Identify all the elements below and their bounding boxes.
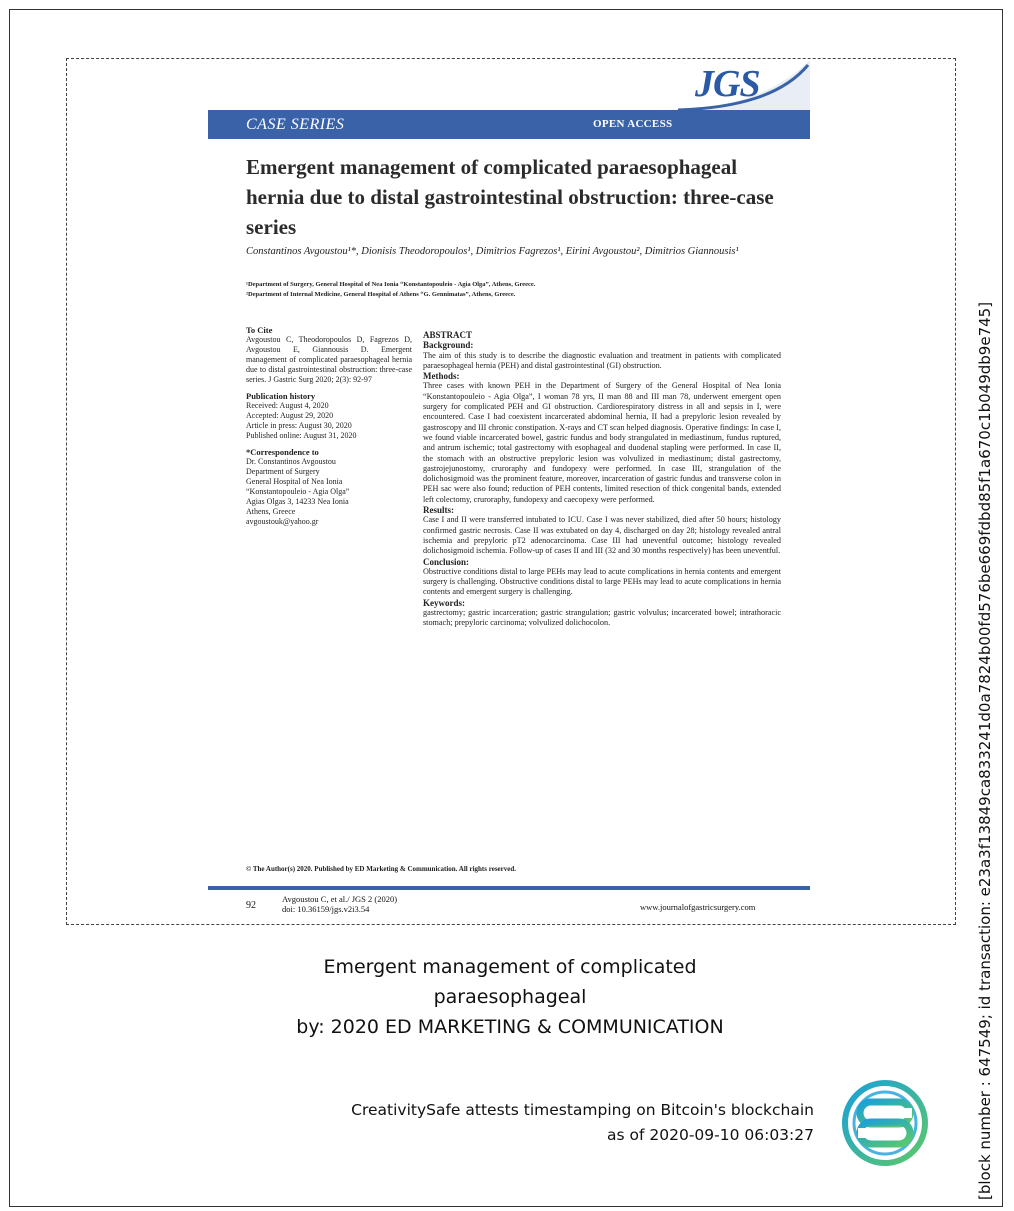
caption-author: by: 2020 ED MARKETING & COMMUNICATION [296,1016,724,1038]
copyright-notice: © The Author(s) 2020. Published by ED Marketing & Communication. All rights reserved. [246,865,517,873]
correspondence-line: Athens, Greece [246,507,296,516]
correspondence-heading: *Correspondence to [246,447,319,457]
history-published: Published online: August 31, 2020 [246,431,357,440]
attestation-datetime: as of 2020-09-10 06:03:27 [607,1126,814,1144]
conclusion-heading: Conclusion: [423,556,470,567]
results-text: Case I and II were transferred intubated to ICU. Case I was never stabilized, died after 50 hours; histology confirmed gastric necrosis. Case II was extubated on day 4, discharged on day 28; histology revealed antral ischemia and prepyloric pT2 adenocarcinoma. Case III had uneventful outcome; histology revealed dolichosigmoid ischemia. Follow-up of cases II and III (32 and 30 months respectively) has been uneventful. [423,515,781,556]
conclusion-text: Obstructive conditions distal to large PEHs may lead to acute complications in hernia contents and emergent surgery is challenging. Obstructive conditions distal to large PEHs may lead to acute complications in hernia contents and emergent surgery is challenging. [423,566,781,597]
affiliation-1: ¹Department of Surgery, General Hospital of Nea Ionia “Konstantopouleio - Agia Olga”, Athens, Greece. [246,281,536,288]
methods-heading: Methods: [423,371,460,382]
affiliations [246,280,786,300]
keywords-heading: Keywords: [423,597,465,608]
correspondence-email: avgoustouk@yahoo.gr [246,517,319,526]
section-header-bar [208,110,810,139]
abstract-heading: ABSTRACT [423,330,473,340]
journal-page [208,60,810,922]
results-heading: Results: [423,505,454,516]
correspondence-line: Agias Olgas 3, 14233 Nea Ionia [246,497,349,506]
attestation-text: CreativitySafe attests timestamping on Bitcoin's blockchain [351,1101,814,1119]
article-authors: Constantinos Avgoustou¹*, Dionisis Theodoropoulos¹, Dimitrios Fagrezos¹, Eirini Avgoustou², Dimitrios Giannousis¹ [246,246,739,257]
footer-bar [208,886,810,890]
article-title: Emergent management of complicated paraesophageal hernia due to distal gastrointestinal obstruction: three-case series [246,155,774,239]
journal-url: www.journalofgastricsurgery.com [640,902,756,912]
work-caption [210,952,810,1042]
article-sidebar [246,319,412,527]
caption-title-line-2: paraesophageal [433,986,587,1008]
footer-citation-line: Avgoustou C, et al./ JGS 2 (2020) [282,894,398,904]
caption-title-line-1: Emergent management of complicated [323,956,697,978]
abstract [423,330,781,629]
cite-text: Avgoustou C, Theodoropoulos D, Fagrezos D, Avgoustou E, Giannousis D. Emergent management of complicated paraesophageal hernia due to distal gastrointestinal obstruction: three-case series. J Gastric Surg 2020; 2(3): 92-97 [246,335,412,384]
open-access-label: OPEN ACCESS [593,118,673,130]
correspondence-line: Department of Surgery [246,467,320,476]
history-heading: Publication history [246,391,316,401]
affiliation-2: ²Department of Internal Medicine, General Hospital of Athens “G. Gennimatas”, Athens, Greece. [246,291,516,298]
footer-citation [282,894,397,914]
methods-text: Three cases with known PEH in the Department of Surgery of the General Hospital of Nea Ionia “Konstantopouleio - Agia Olga”, I woman 78 yrs, II man 88 and III man 78, underwent emergent open surgery for complicated PEH and GI obstruction. Cardiorespiratory distress in all and sepsis in I, were encountered. Case I had coexistent incarcerated abdominal hernia, II had a prepyloric lesion revealed by gastroscopy and III chronic constipation. X-rays and CT scan helped diagnosis. Operative findings: In case I, we found viable incarcerated bowel, gastric fundus and body strangulated in mediastinum, fundus ruptured, and antrum ischemic; total gastrectomy with esophageal and duodenal stapling were performed. In case II, the stomach with an obstructive prepyloric lesion was volvulized in mediastinum; distal gastrectomy, gastrojejunostomy, cruroraphy and fundopexy were performed. In case III, strangulation of the dolichosigmoid was the prominent feature, moreover, incarceration of gastric fundus and transverse colon in PEH sac were also found; reduction of PEH contents, limited resection of thick congenital bands, extended left colectomy, cruroraphy, fundopexy and caecopexy were performed. [423,381,781,504]
correspondence-line: Dr. Constantinos Avgoustou [246,457,336,466]
history-accepted: Accepted: August 29, 2020 [246,411,334,420]
creativitysafe-logo-icon [842,1080,928,1166]
keywords-text: gastrectomy; gastric incarceration; gastric strangulation; gastric volvulus; incarcerated bowel; intrathoracic stomach; prepyloric carcinoma; volvulized dolichocolon. [423,608,781,628]
background-heading: Background: [423,340,474,351]
blockchain-transaction-info: [block number : 647549; id transaction: e23a3f13849ca833241d0a7824b00fd576be669fdbd85f1a670c1b049db9e745] [976,301,994,1200]
cite-heading: To Cite [246,325,273,335]
timestamp-attestation [240,1098,814,1148]
background-text: The aim of this study is to describe the diagnostic evaluation and treatment in patients with complicated paraesophageal hernia (PEH) and distal gastrointestinal (GI) obstruction. [423,350,781,370]
history-received: Received: August 4, 2020 [246,401,329,410]
correspondence-line: General Hospital of Nea Ionia [246,477,343,486]
journal-logo: JGS [695,63,760,105]
footer-doi: doi: 10.36159/jgs.v2i3.54 [282,904,370,914]
page-number: 92 [246,900,256,911]
correspondence-line: “Konstantopouleio - Agia Olga” [246,487,350,496]
history-in-press: Article in press: August 30, 2020 [246,421,352,430]
section-label: CASE SERIES [246,116,345,133]
